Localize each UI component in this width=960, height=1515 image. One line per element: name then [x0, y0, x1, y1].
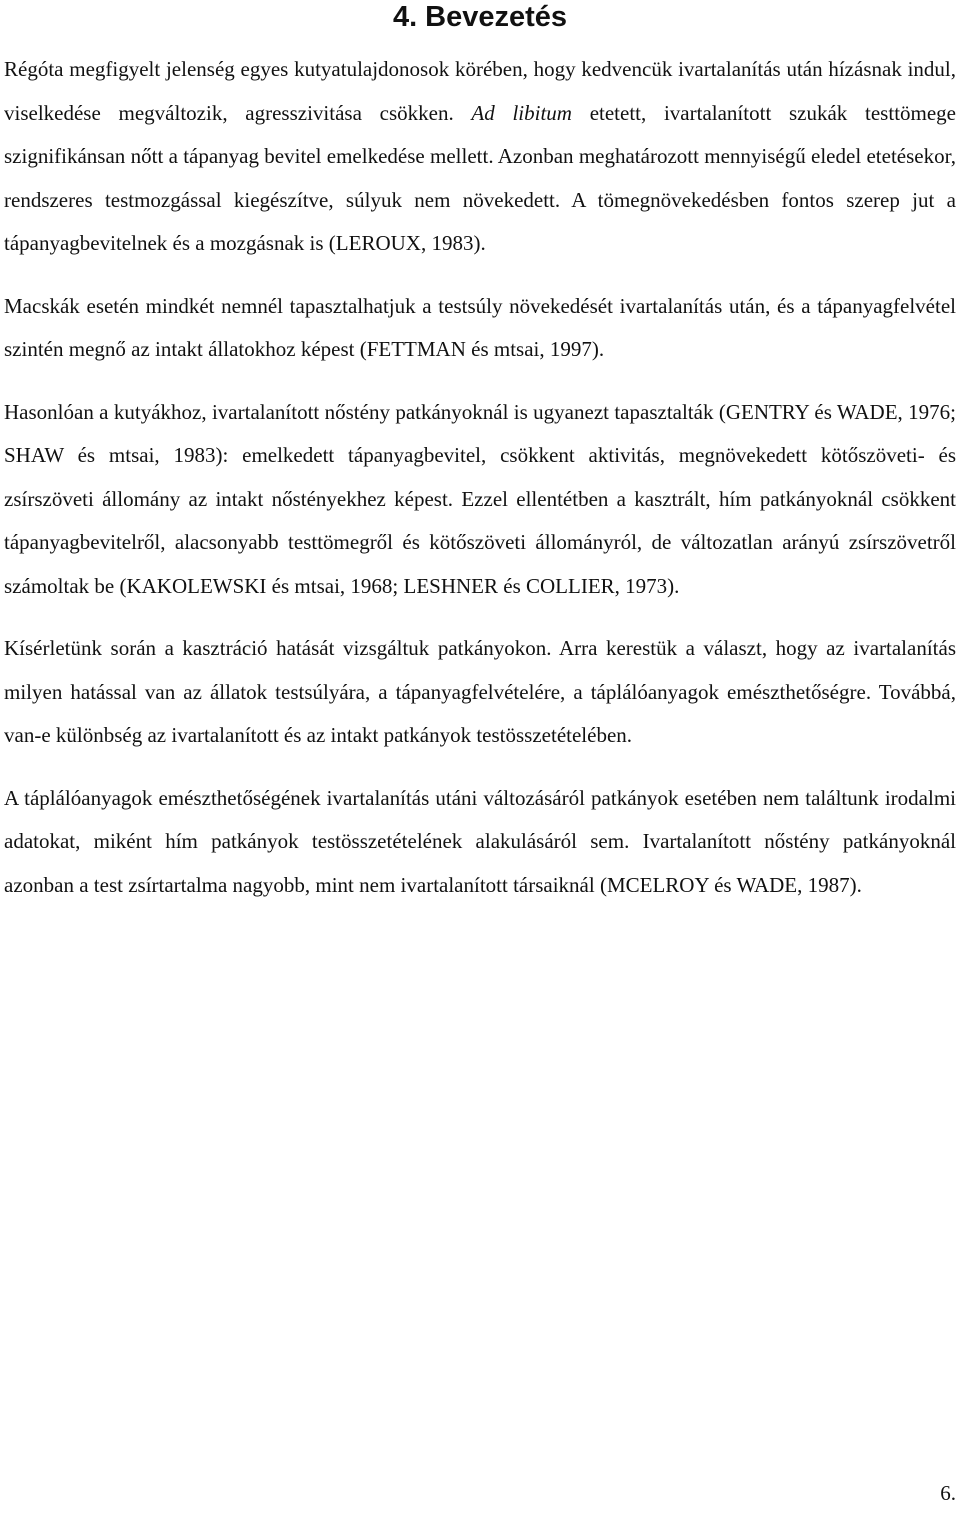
paragraph-1-text-a: Régóta megfigyelt jelenség egyes kutyatulajdonosok körében, hogy kedvencük ivartalanítás után hízásnak indul, viselkedése megváltozik, agresszivitása csökken. — [4, 57, 956, 125]
page-number: 6. — [940, 1481, 956, 1505]
section-heading: 4. Bevezetés — [392, 1, 568, 33]
paragraph-1-text-b: etetett, ivartalanított szukák testtömege szignifikánsan nőtt a tápanyag bevitel emelkedése mellett. Azonban meghatározott mennyiségű eledel etetésekor, rendszeres testmozgással kiegészítve, súlyuk nem növekedett. A tömegnövekedésben fontos szerep jut a tápanyagbevitelnek és a mozgásnak is (LEROUX, 1983). — [4, 100, 957, 255]
document-page — [4, 0, 956, 907]
paragraph-5: A táplálóanyagok emészthetőségének ivartalanítás utáni változásáról patkányok esetében nem találtunk irodalmi adatokat, miként hím patkányok testösszetételének alakulásáról sem. Ivartalanított nőstény patkányoknál azonban a test zsírtartalma nagyobb, mint nem ivartalanított társaiknál (MCELROY és WADE, 1987). — [4, 785, 956, 897]
paragraph-2: Macskák esetén mindkét nemnél tapasztalhatjuk a testsúly növekedését ivartalanítás után, és a tápanyagfelvétel szintén megnő az intakt állatokhoz képest (FETTMAN és mtsai, 1997). — [4, 293, 956, 361]
paragraph-4: Kísérletünk során a kasztráció hatását vizsgáltuk patkányokon. Arra kerestük a választ, hogy az ivartalanítás milyen hatással van az állatok testsúlyára, a tápanyagfelvételére, a táplálóanyagok emészthetőségre. Továbbá, van-e különbség az ivartalanított és az intakt patkányok testösszetételében. — [4, 636, 956, 747]
paragraph-1-italic-term: Ad libitum — [471, 100, 572, 125]
paragraph-1 — [4, 48, 956, 266]
paragraph-3: Hasonlóan a kutyákhoz, ivartalanított nőstény patkányoknál is ugyanezt tapasztalták (GENTRY és WADE, 1976; SHAW és mtsai, 1983): emelkedett tápanyagbevitel, csökkent aktivitás, megnövekedett kötőszöveti- és zsírszöveti állomány az intakt nőstényekhez képest. Ezzel ellentétben a kasztrált, hím patkányoknál csökkent tápanyagbevitelről, alacsonyabb testtömegről és kötőszöveti állományról, de változatlan arányú zsírszövetről számoltak be (KAKOLEWSKI és mtsai, 1968; LESHNER és COLLIER, 1973). — [4, 399, 956, 598]
